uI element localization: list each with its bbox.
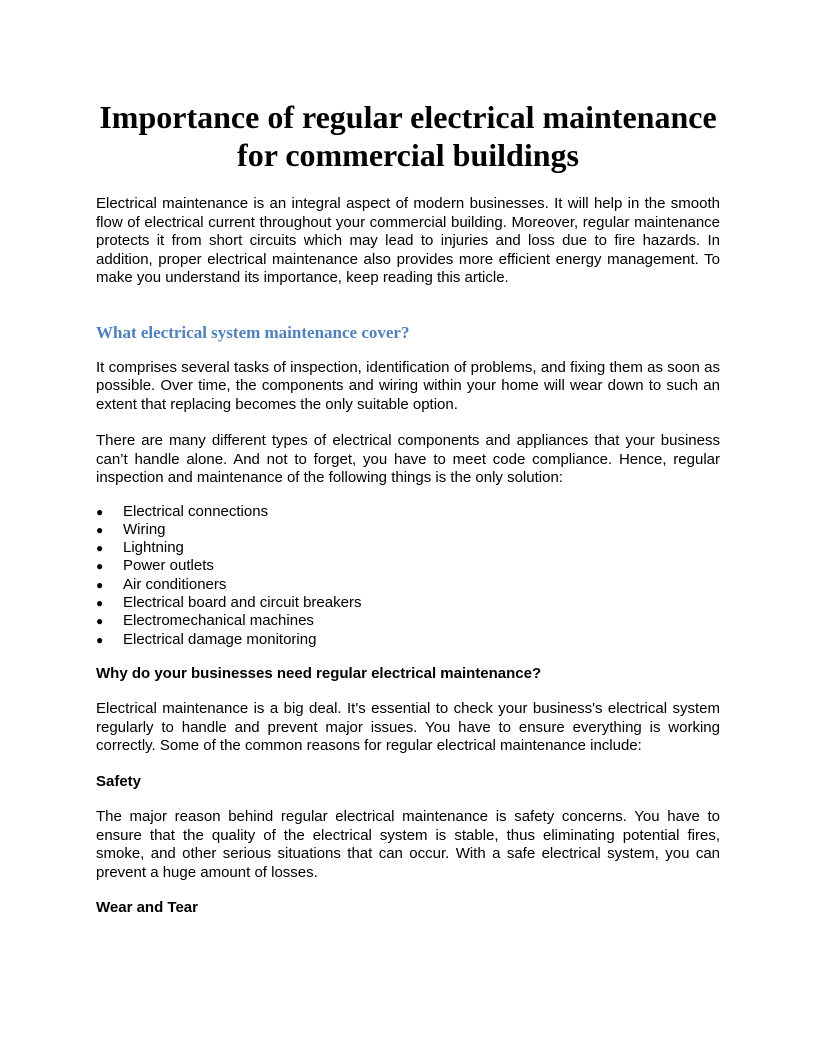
section-heading-why-maintenance: Why do your businesses need regular electrical maintenance? — [96, 664, 542, 682]
section2-paragraph: Electrical maintenance is a big deal. It's essential to check your business's electrical system regularly to handle and prevent major issues. You have to ensure everything is working correctly. Some of the common reasons for regular electrical maintenance include: — [96, 700, 720, 755]
list-item — [96, 612, 720, 630]
list-item-label: Electrical board and circuit breakers — [123, 593, 362, 611]
list-item — [96, 557, 720, 575]
list-item-label: Electrical connections — [123, 502, 269, 520]
section1-paragraph-2: There are many different types of electrical components and appliances that your business can’t handle alone. And not to forget, you have to meet code compliance. Hence, regular inspection and maintenance of the following things is the only solution: — [96, 432, 720, 486]
maintenance-items-list — [96, 503, 720, 649]
list-item-label: Electromechanical machines — [123, 612, 314, 630]
intro-paragraph: Electrical maintenance is an integral aspect of modern businesses. It will help in the smooth flow of electrical current throughout your commercial building. Moreover, regular maintenance protects it from short circuits which may lead to injuries and loss due to fire hazards. In addition, proper electrical maintenance also provides more efficient energy management. To make you understand its importance, keep reading this article. — [96, 195, 720, 286]
bullet-icon: ● — [96, 541, 104, 556]
bullet-icon: ● — [96, 577, 104, 592]
list-item-label: Electrical damage monitoring — [123, 630, 317, 648]
list-item — [96, 521, 720, 539]
bullet-icon: ● — [96, 504, 104, 519]
list-item — [96, 631, 720, 649]
section-heading-wear-and-tear: Wear and Tear — [96, 899, 198, 917]
bullet-icon: ● — [96, 614, 104, 629]
bullet-icon: ● — [96, 559, 104, 574]
bullet-icon: ● — [96, 595, 104, 610]
section-heading-safety: Safety — [96, 772, 142, 790]
list-item — [96, 539, 720, 557]
section-heading-maintenance-cover: What electrical system maintenance cover? — [96, 322, 410, 342]
page-title: Importance of regular electrical maintenance for commercial buildings — [99, 99, 717, 173]
section1-paragraph-1: It comprises several tasks of inspection, identification of problems, and fixing them as soon as possible. Over time, the components and wiring within your home will wear down to such an extent that replacing becomes the only suitable option. — [96, 358, 720, 413]
list-item-label: Air conditioners — [123, 575, 227, 593]
safety-paragraph: The major reason behind regular electrical maintenance is safety concerns. You have to ensure that the quality of the electrical system is stable, thus eliminating potential fires, smoke, and other serious situations that can occur. With a safe electrical system, you can prevent a huge amount of losses. — [96, 808, 720, 881]
bullet-icon: ● — [96, 522, 104, 537]
list-item — [96, 503, 720, 521]
list-item-label: Lightning — [123, 539, 184, 557]
list-item — [96, 594, 720, 612]
list-item-label: Power outlets — [123, 557, 214, 575]
list-item — [96, 576, 720, 594]
bullet-icon: ● — [96, 632, 104, 647]
list-item-label: Wiring — [123, 520, 166, 538]
document-page — [96, 96, 720, 918]
